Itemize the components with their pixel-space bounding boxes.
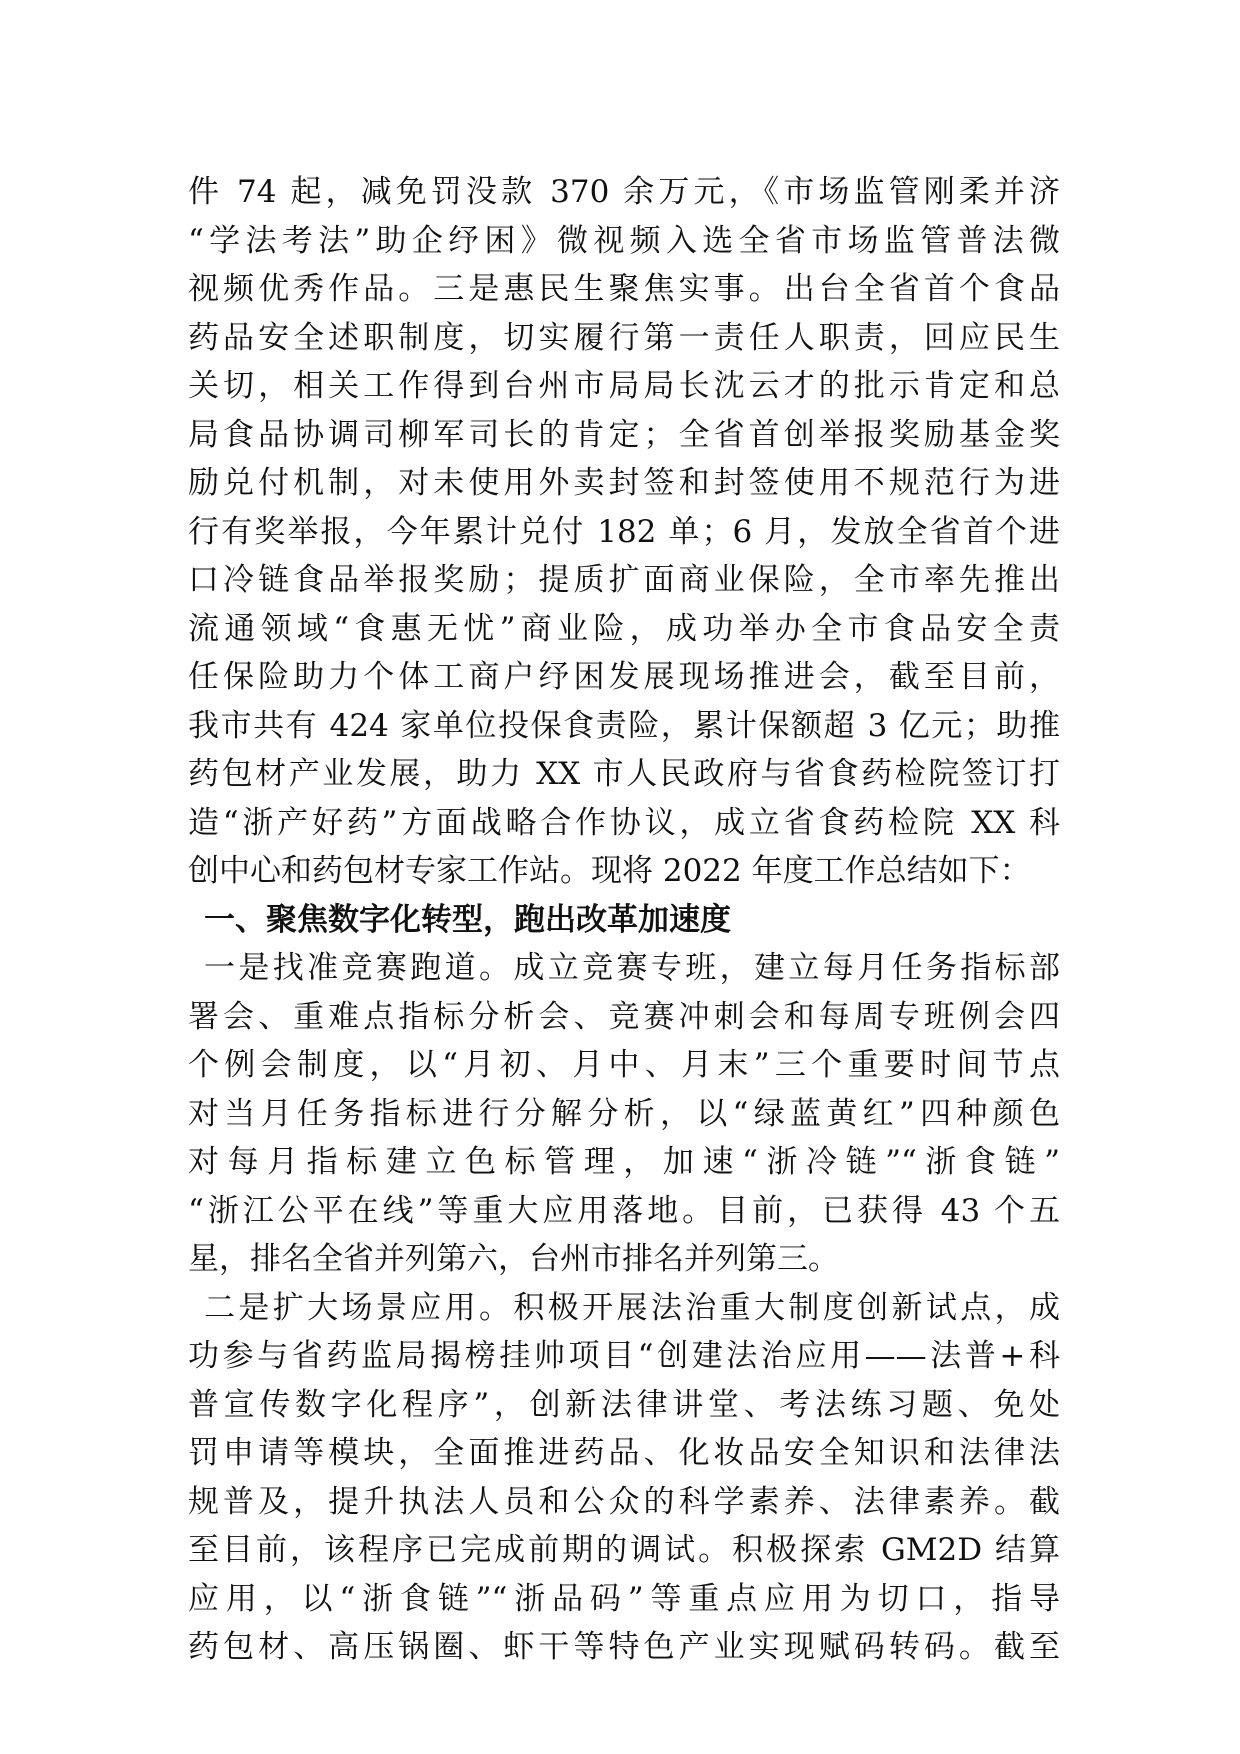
text-line: 星，排名全省并列第六，台州市排名并列第三。 <box>188 1241 839 1277</box>
text-line: 局食品协调司柳军司长的肯定；全省首创举报奖励基金奖 <box>188 416 1060 453</box>
text-line: 普宣传数字化程序”，创新法律讲堂、考法练习题、免处 <box>188 1386 1060 1423</box>
text-line: 至目前，该程序已完成前期的调试。积极探索 GM2D 结算 <box>188 1532 1060 1568</box>
text-line: 励兑付机制，对未使用外卖封签和封签使用不规范行为进 <box>188 465 1060 501</box>
text-line: 对当月任务指标进行分解分析，以“绿蓝黄红”四种颜色 <box>188 1095 1060 1132</box>
text-line: 二是扩大场景应用。积极开展法治重大制度创新试点，成 <box>204 1289 1060 1326</box>
text-line: 创中心和药包材专家工作站。现将 2022 年度工作总结如下： <box>188 853 1031 889</box>
text-line: 规普及，提升执法人员和公众的科学素养、法律素养。截 <box>188 1483 1060 1520</box>
text-line: 件 74 起，减免罚没款 370 余万元，《市场监管刚柔并济 <box>188 174 1060 210</box>
text-line: “浙江公平在线”等重大应用落地。目前，已获得 43 个五 <box>188 1192 1060 1229</box>
text-line: 药包材、高压锅圈、虾干等特色产业实现赋码转码。截至 <box>188 1629 1060 1665</box>
text-line: 个例会制度，以“月初、月中、月末”三个重要时间节点 <box>188 1047 1060 1083</box>
text-line: 功参与省药监局揭榜挂帅项目“创建法治应用——法普+科 <box>188 1338 1060 1374</box>
text-line: 关切，相关工作得到台州市局局长沈云才的批示肯定和总 <box>188 368 1060 404</box>
text-line: 造“浙产好药”方面战略合作协议，成立省食药检院 XX 科 <box>188 804 1060 841</box>
text-line: 我市共有 424 家单位投保食责险，累计保额超 3 亿元；助推 <box>188 707 1060 744</box>
text-line: 药品安全述职制度，切实履行第一责任人职责，回应民生 <box>188 319 1060 356</box>
body-text <box>188 168 1060 1672</box>
text-line: 一是找准竞赛跑道。成立竞赛专班，建立每月任务指标部 <box>204 950 1060 986</box>
text-line: 药包材产业发展，助力 XX 市人民政府与省食药检院签订打 <box>188 756 1060 792</box>
text-line: 视频优秀作品。三是惠民生聚焦实事。出台全省首个食品 <box>188 271 1060 307</box>
text-line: 流通领域“食惠无忧”商业险，成功举办全市食品安全责 <box>188 610 1060 647</box>
text-line: 罚申请等模块，全面推进药品、化妆品安全知识和法律法 <box>188 1435 1060 1471</box>
text-line: 任保险助力个体工商户纾困发展现场推进会，截至目前， <box>188 659 1060 695</box>
text-line: 行有奖举报，今年累计兑付 182 单；6 月，发放全省首个进 <box>188 513 1060 550</box>
section-heading: 一、聚焦数字化转型，跑出改革加速度 <box>204 901 731 938</box>
text-line: 对每月指标建立色标管理，加速“浙冷链”“浙食链” <box>188 1144 1060 1180</box>
text-line: 署会、重难点指标分析会、竞赛冲刺会和每周专班例会四 <box>188 998 1060 1035</box>
text-line: 口冷链食品举报奖励；提质扩面商业保险，全市率先推出 <box>188 562 1060 598</box>
text-line: “学法考法”助企纾困》微视频入选全省市场监管普法微 <box>188 222 1060 259</box>
text-line: 应用，以“浙食链”“浙品码”等重点应用为切口，指导 <box>188 1580 1060 1617</box>
